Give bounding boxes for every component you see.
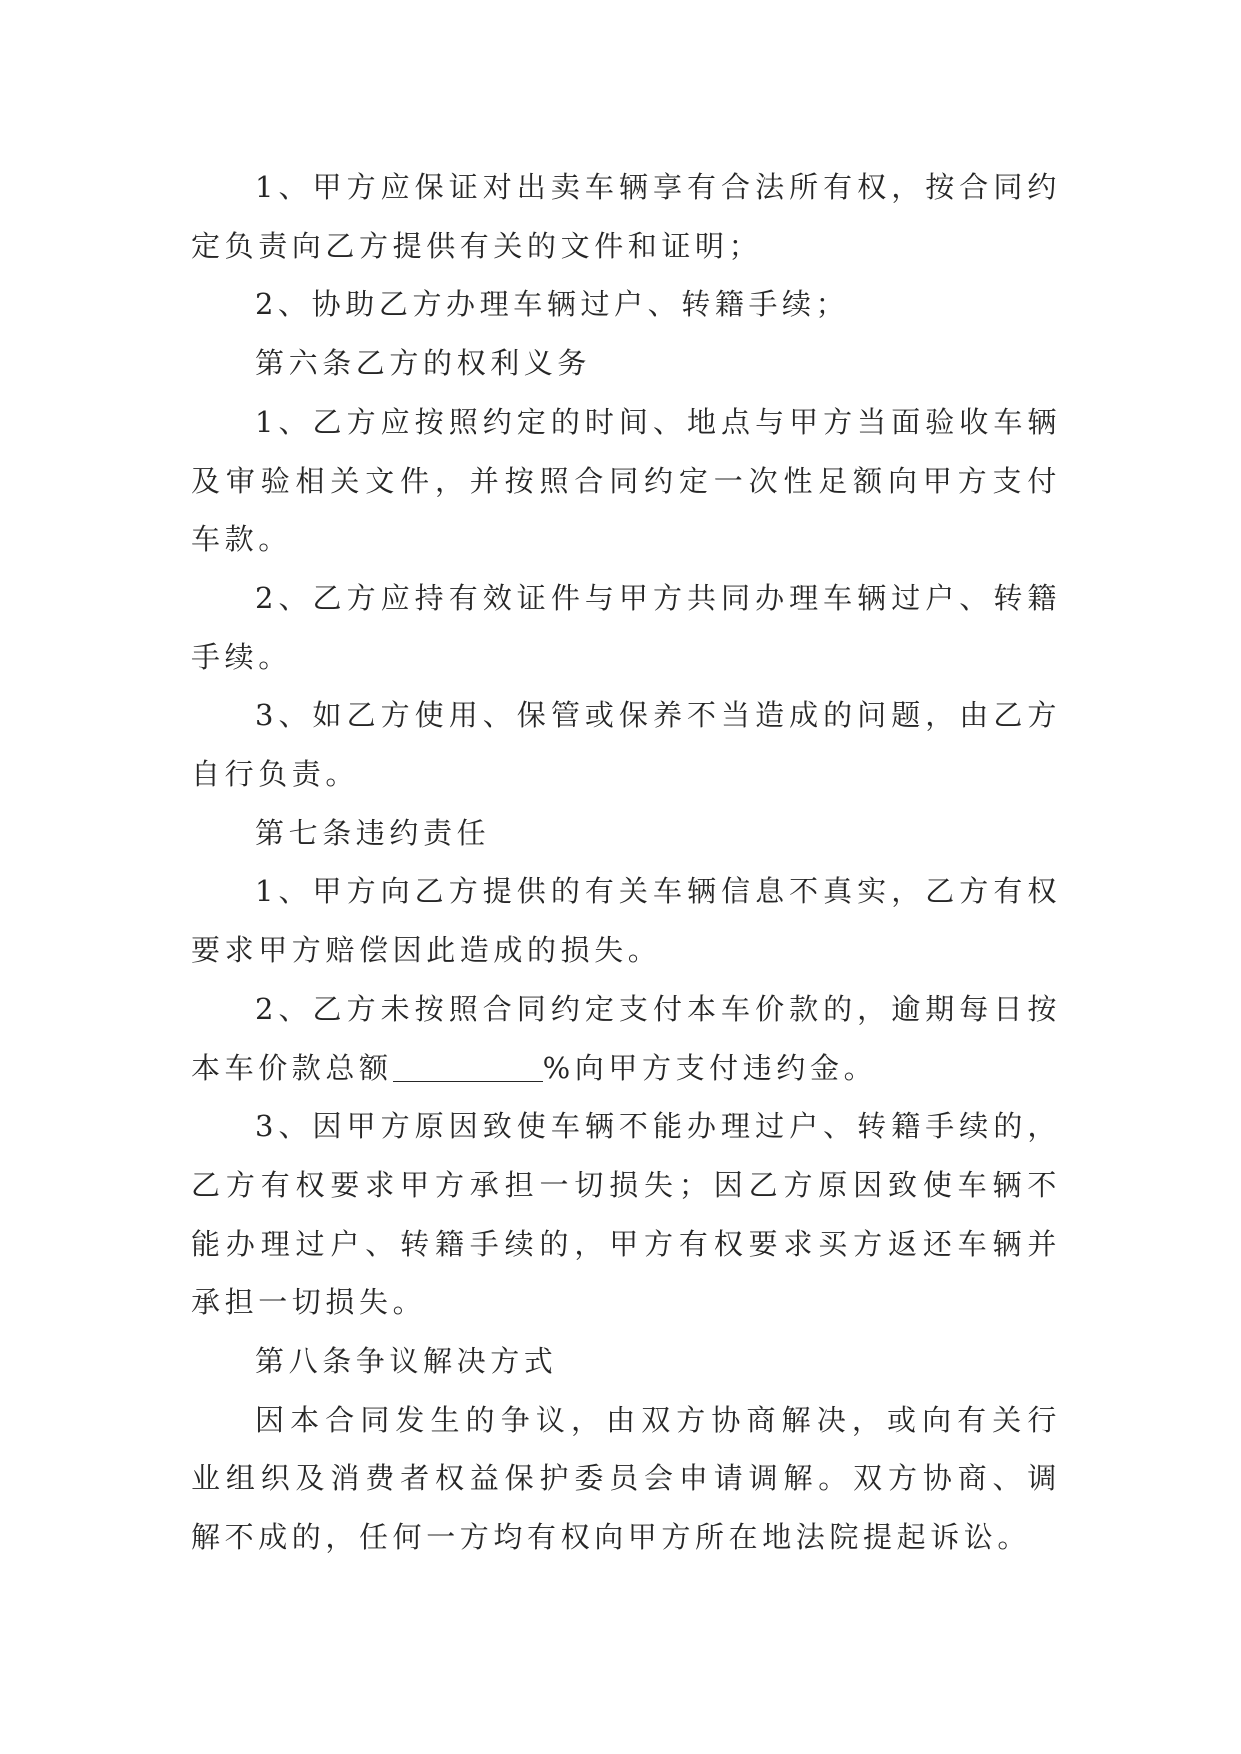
late-payment-text-before: 2、乙方未按照合同约定支付本车价款的，逾期每日按本车价款总额 — [191, 991, 1061, 1085]
section-heading-article-6: 第六条乙方的权利义务 — [255, 346, 592, 381]
paragraph-buyer-responsibility: 3、如乙方使用、保管或保养不当造成的问题，由乙方自行负责。 — [191, 698, 1061, 792]
penalty-rate-blank — [393, 1051, 543, 1082]
paragraph-buyer-documents: 2、乙方应持有效证件与甲方共同办理车辆过户、转籍手续。 — [191, 580, 1061, 674]
document-body — [191, 158, 1061, 1567]
section-heading-article-7: 第七条违约责任 — [255, 815, 491, 850]
late-payment-text-after: %向甲方支付违约金。 — [542, 1050, 878, 1085]
paragraph-seller-ownership: 1、甲方应保证对出卖车辆享有合法所有权，按合同约定负责向乙方提供有关的文件和证明； — [191, 170, 1061, 263]
paragraph-assist-transfer: 2、协助乙方办理车辆过户、转籍手续； — [255, 287, 850, 322]
section-heading-article-8: 第八条争议解决方式 — [255, 1344, 558, 1379]
paragraph-false-info: 1、甲方向乙方提供的有关车辆信息不真实，乙方有权要求甲方赔偿因此造成的损失。 — [191, 874, 1061, 968]
paragraph-transfer-failure: 3、因甲方原因致使车辆不能办理过户、转籍手续的，乙方有权要求甲方承担一切损失；因乙方原因致使车辆不能办理过户、转籍手续的，甲方有权要求买方返还车辆并承担一切损失。 — [191, 1109, 1061, 1320]
paragraph-buyer-inspection: 1、乙方应按照约定的时间、地点与甲方当面验收车辆及审验相关文件，并按照合同约定一次性足额向甲方支付车款。 — [191, 404, 1061, 557]
paragraph-dispute-resolution: 因本合同发生的争议，由双方协商解决，或向有关行业组织及消费者权益保护委员会申请调解。双方协商、调解不成的，任何一方均有权向甲方所在地法院提起诉讼。 — [191, 1402, 1061, 1555]
paragraph-late-payment — [191, 980, 1061, 1097]
